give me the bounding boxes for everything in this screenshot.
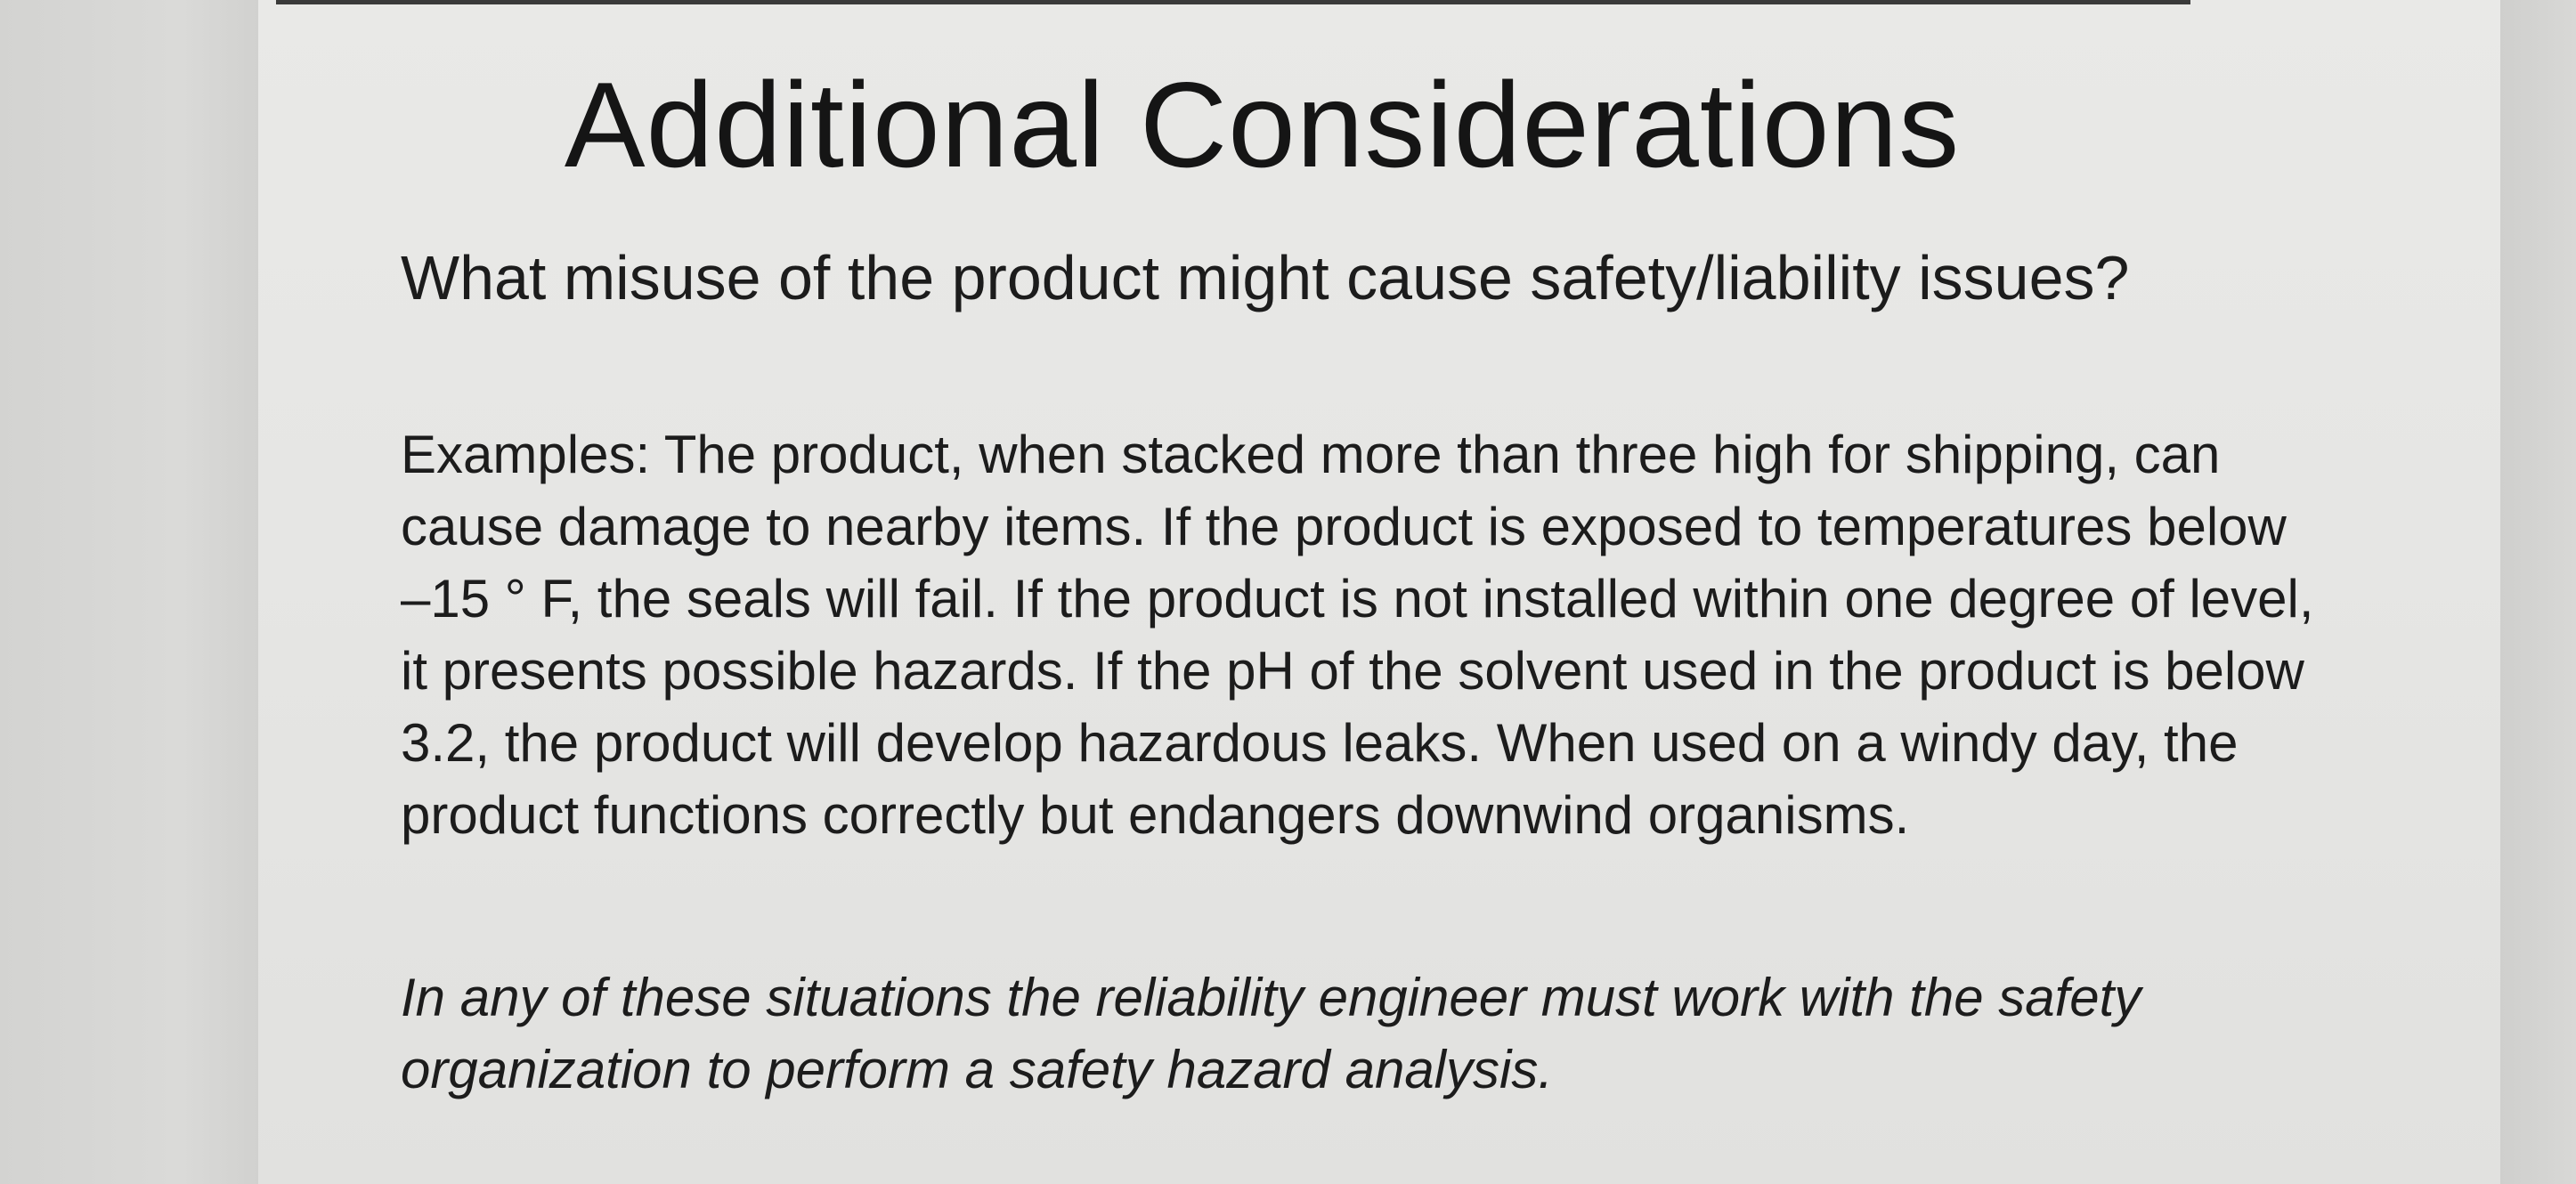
screen-bezel-left: [0, 0, 258, 1184]
slide-title: Additional Considerations: [564, 57, 1961, 192]
question-text: What misuse of the product might cause safety/liability issues?: [401, 243, 2130, 312]
examples-text: Examples: The product, when stacked more than three high for shipping, can cause damage to nearby items. If the product is exposed to temperatures below –15 ° F, the seals will fail. If the product is not installed within one degree of level, it presents possible hazards. If the pH of the solvent used in the product is below 3.2, the product will develop hazardous leaks. When used on a windy day, the product functions correctly but endangers downwind organisms.: [401, 425, 2314, 845]
screen-bezel-right: [2500, 0, 2576, 1184]
conclusion-text: In any of these situations the reliability engineer must work with the safety organization to perform a safety hazard analysis.: [401, 968, 2141, 1099]
slide-screen: [258, 0, 2500, 1184]
slide-top-border: [276, 0, 2190, 4]
